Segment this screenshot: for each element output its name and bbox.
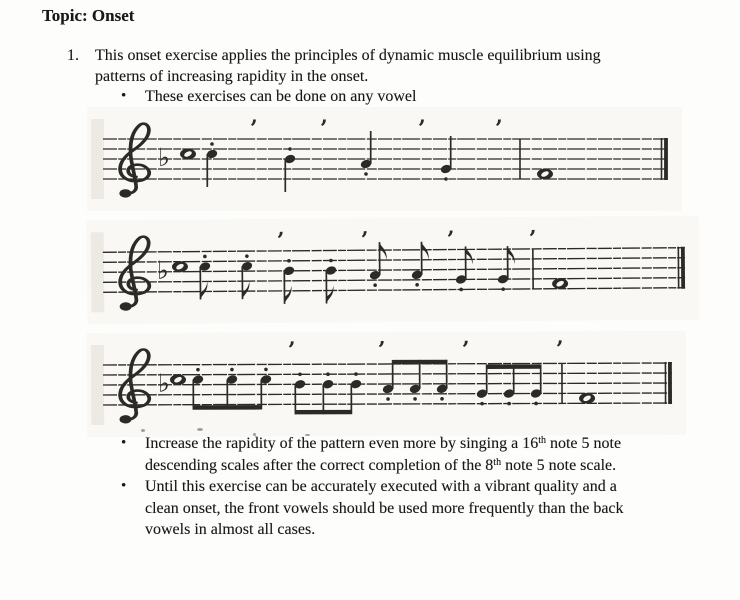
list-item-number: 1.	[67, 47, 79, 64]
bullet-marker: •	[121, 88, 127, 104]
bottom-bullet-2-line-1: Until this exercise can be accurately executed with a vibrant quality and a	[145, 478, 617, 495]
staccato-dot	[326, 372, 330, 376]
breath-mark: ’	[320, 116, 328, 142]
staccato-dot	[203, 255, 207, 259]
flat-key-signature: ♭	[158, 143, 170, 172]
flat-key-signature: ♭	[156, 255, 169, 285]
page-title: Topic: Onset	[42, 6, 135, 25]
staff-system-2-exercise-line-2-eighth-note-pair-onsets	[87, 216, 700, 325]
staccato-dot	[354, 372, 358, 376]
flat-key-signature: ♭	[157, 368, 170, 398]
breath-mark: ’	[287, 337, 296, 364]
treble-clef-tail-blob	[119, 189, 131, 197]
staccato-dot	[480, 402, 484, 406]
staccato-dot	[386, 397, 390, 401]
item-text-line-1: This onset exercise applies the principles of dynamic muscle equilibrium using	[95, 47, 601, 64]
staff-system-1-exercise-line-1-quarter-note-onsets	[87, 107, 682, 211]
bottom-bullet-1-line-2: descending scales after the correct completion of the 8th note 5 note scale.	[145, 456, 617, 474]
bottom-bullet-2-line-2: clean onset, the front vowels should be used more frequently than the back	[145, 499, 624, 517]
breath-mark: ’	[461, 336, 470, 363]
staccato-dot	[507, 402, 511, 406]
staff-system-3-exercise-line-3-beamed-triplet-onsets	[87, 331, 686, 437]
staccato-dot	[329, 259, 333, 263]
breath-mark: ’	[495, 116, 503, 142]
staccato-dot	[196, 368, 200, 372]
staccato-dot	[415, 283, 419, 287]
bullet-marker: •	[121, 435, 127, 451]
breath-mark: ’	[276, 227, 285, 254]
treble-clef-tail-blob	[120, 415, 132, 423]
staccato-dot	[287, 259, 291, 263]
staccato-dot	[440, 397, 444, 401]
staccato-dot	[459, 288, 463, 292]
superscript: th	[493, 456, 502, 468]
staccato-dot	[288, 147, 292, 151]
staccato-dot	[501, 287, 505, 291]
staccato-dot	[230, 368, 234, 372]
staccato-dot	[364, 172, 368, 176]
breath-mark: ’	[555, 336, 564, 363]
scan-speck	[141, 429, 145, 432]
staccato-dot	[264, 368, 268, 372]
staccato-dot	[298, 372, 302, 376]
item-text-line-2: patterns of increasing rapidity in the onset.	[95, 68, 369, 85]
staccato-dot	[413, 397, 417, 401]
staccato-dot	[444, 177, 448, 181]
breath-mark: ’	[418, 116, 426, 142]
breath-mark: ’	[528, 225, 537, 252]
bottom-bullet-2-line-3: vowels in almost all cases.	[145, 521, 316, 538]
staccato-dot	[534, 402, 538, 406]
scan-edge-shading	[91, 119, 104, 199]
staccato-dot	[373, 283, 377, 287]
breath-mark: ’	[377, 337, 386, 364]
bottom-bullet-1-line-1: Increase the rapidity of the pattern even more by singing a 16th note 5 note	[145, 435, 622, 452]
scan-speck	[197, 428, 203, 431]
staccato-dot	[210, 142, 214, 146]
breath-mark: ’	[446, 226, 455, 253]
breath-mark: ’	[250, 116, 258, 142]
staccato-dot	[245, 254, 249, 258]
bullet-marker: •	[121, 478, 127, 494]
superscript: th	[538, 435, 546, 446]
scan-edge-shading	[91, 232, 105, 312]
sub-bullet-text: These exercises can be done on any vowel	[145, 88, 417, 105]
scan-edge-shading	[91, 345, 104, 425]
breath-mark: ’	[360, 227, 369, 254]
